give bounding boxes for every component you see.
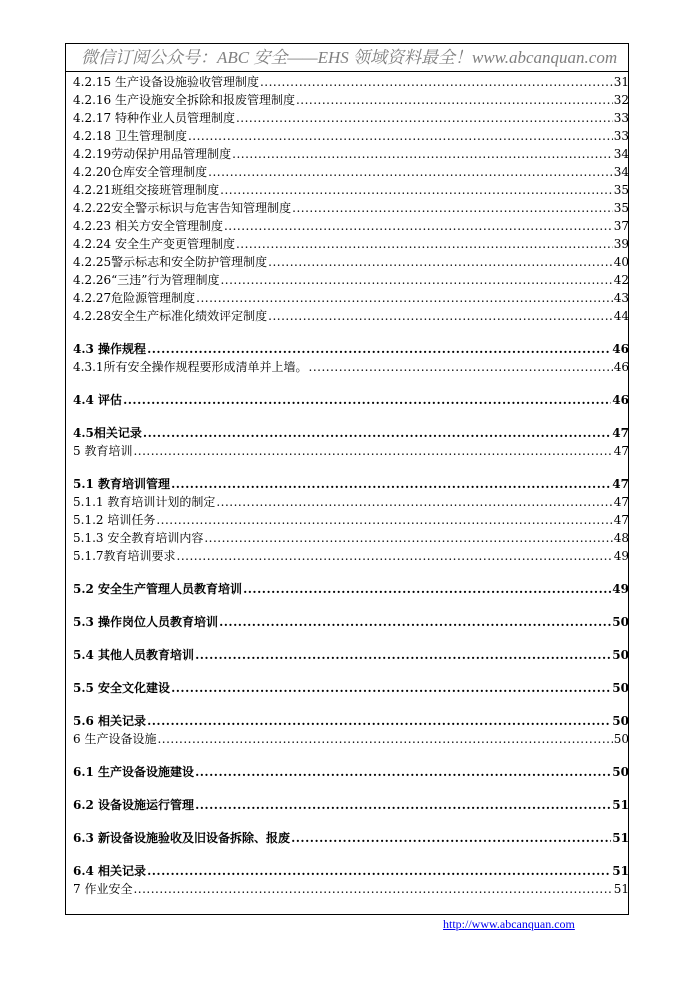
toc-leader (195, 763, 611, 781)
toc-title: 5 教育培训 (73, 444, 133, 458)
toc-leader (268, 307, 613, 325)
toc-title: 4.2.21班组交接班管理制度 (73, 183, 220, 197)
toc-page: 39 (613, 237, 629, 251)
toc-leader (204, 529, 612, 547)
toc-title: 4.2.17 特种作业人员管理制度 (73, 111, 235, 125)
toc-entry[interactable] (73, 145, 629, 163)
toc-entry[interactable] (73, 340, 629, 358)
toc-leader (157, 730, 612, 748)
toc-title: 5.1.2 培训任务 (73, 513, 156, 527)
toc-leader (133, 442, 612, 460)
toc-page: 43 (613, 291, 629, 305)
toc-leader (296, 91, 613, 109)
toc-page: 49 (612, 582, 629, 596)
toc-title: 4.2.16 生产设施安全拆除和报废管理制度 (73, 93, 295, 107)
toc-page: 33 (613, 129, 629, 143)
toc-entry[interactable] (73, 880, 629, 898)
toc-entry[interactable] (73, 163, 629, 181)
toc-title: 4.2.19劳动保护用品管理制度 (73, 147, 232, 161)
toc-entry[interactable] (73, 73, 629, 91)
toc-title: 4.2.28安全生产标准化绩效评定制度 (73, 309, 268, 323)
toc-page: 50 (612, 681, 629, 695)
toc-page: 47 (613, 495, 629, 509)
toc-entry[interactable] (73, 679, 629, 697)
toc-title: 4.2.27危险源管理制度 (73, 291, 196, 305)
toc-page: 37 (613, 219, 629, 233)
page-header: 微信订阅公众号：ABC 安全——EHS 领域资料最全！www.abcanquan.com (66, 44, 628, 72)
toc-leader (232, 145, 613, 163)
toc-leader (220, 271, 612, 289)
toc-entry[interactable] (73, 763, 629, 781)
page-frame (65, 43, 629, 915)
toc-title: 5.3 操作岗位人员教育培训 (73, 615, 219, 629)
toc-leader (123, 391, 611, 409)
toc-entry[interactable] (73, 91, 629, 109)
toc-page: 50 (612, 615, 629, 629)
toc-entry[interactable] (73, 253, 629, 271)
toc-leader (236, 235, 613, 253)
toc-entry[interactable] (73, 547, 629, 565)
toc-page: 40 (613, 255, 629, 269)
toc-leader (195, 796, 611, 814)
toc-entry[interactable] (73, 127, 629, 145)
toc-title: 4.2.25警示标志和安全防护管理制度 (73, 255, 268, 269)
toc-title: 4.2.20仓库安全管理制度 (73, 165, 208, 179)
toc-entry[interactable] (73, 307, 629, 325)
toc-page: 34 (613, 165, 629, 179)
toc-page: 35 (613, 201, 629, 215)
toc-leader (220, 181, 613, 199)
toc-title: 5.1.3 安全教育培训内容 (73, 531, 204, 545)
toc-title: 4.2.18 卫生管理制度 (73, 129, 187, 143)
toc-entry[interactable] (73, 862, 629, 880)
toc-entry[interactable] (73, 199, 629, 217)
toc-page: 34 (613, 147, 629, 161)
toc-title: 7 作业安全 (73, 882, 133, 896)
toc-title: 4.2.26“三违”行为管理制度 (73, 273, 220, 287)
toc-page: 47 (613, 513, 629, 527)
toc-leader (147, 862, 611, 880)
toc-page: 46 (612, 342, 629, 356)
toc-page: 31 (613, 75, 629, 89)
toc-leader (156, 511, 612, 529)
toc-title: 6.3 新设备设施验收及旧设备拆除、报废 (73, 831, 291, 845)
toc-leader (133, 880, 612, 898)
toc-leader (196, 289, 613, 307)
toc-page: 51 (612, 831, 629, 845)
toc-page: 32 (613, 93, 629, 107)
toc-entry[interactable] (73, 442, 629, 460)
toc-leader (243, 580, 611, 598)
toc-title: 5.6 相关记录 (73, 714, 147, 728)
toc-entry[interactable] (73, 580, 629, 598)
toc-leader (291, 829, 611, 847)
toc-page: 47 (612, 426, 629, 440)
toc-title: 4.2.22安全警示标识与危害告知管理制度 (73, 201, 292, 215)
toc-page: 44 (613, 309, 629, 323)
toc-entry[interactable] (73, 289, 629, 307)
toc-title: 4.2.23 相关方安全管理制度 (73, 219, 223, 233)
toc-entry[interactable] (73, 613, 629, 631)
toc-title: 4.2.24 安全生产变更管理制度 (73, 237, 235, 251)
toc-page: 46 (612, 393, 629, 407)
toc-leader (147, 712, 611, 730)
toc-leader (309, 358, 613, 376)
toc-page: 47 (612, 477, 629, 491)
toc-entry[interactable] (73, 730, 629, 748)
toc-entry[interactable] (73, 796, 629, 814)
toc-title: 6 生产设备设施 (73, 732, 157, 746)
toc-title: 4.2.15 生产设备设施验收管理制度 (73, 75, 259, 89)
toc-entry[interactable] (73, 475, 629, 493)
toc-leader (143, 424, 611, 442)
toc-page: 51 (612, 798, 629, 812)
toc-title: 4.5相关记录 (73, 426, 142, 440)
toc-title: 5.4 其他人员教育培训 (73, 648, 195, 662)
toc-title: 5.2 安全生产管理人员教育培训 (73, 582, 243, 596)
toc-title: 5.1.7教育培训要求 (73, 549, 176, 563)
toc-entry[interactable] (73, 529, 629, 547)
toc-page: 50 (612, 765, 629, 779)
toc-page: 49 (613, 549, 629, 563)
toc-page: 46 (613, 360, 629, 374)
toc-entry[interactable] (73, 235, 629, 253)
toc-entry[interactable] (73, 217, 629, 235)
toc-title: 5.5 安全文化建设 (73, 681, 171, 695)
toc-leader (216, 493, 612, 511)
toc-leader (171, 679, 611, 697)
toc-page: 51 (613, 882, 629, 896)
toc-leader (171, 475, 611, 493)
toc-title: 5.1 教育培训管理 (73, 477, 171, 491)
toc-page: 50 (612, 648, 629, 662)
toc-leader (292, 199, 613, 217)
toc-page: 42 (613, 273, 629, 287)
toc-title: 4.3 操作规程 (73, 342, 147, 356)
toc-entry[interactable] (73, 511, 629, 529)
toc-leader (188, 127, 613, 145)
toc-page: 51 (612, 864, 629, 878)
toc-page: 48 (613, 531, 629, 545)
toc-leader (224, 217, 613, 235)
toc-entry[interactable] (73, 712, 629, 730)
toc-entry[interactable] (73, 271, 629, 289)
toc-title: 6.1 生产设备设施建设 (73, 765, 195, 779)
toc-page: 47 (613, 444, 629, 458)
toc-title: 5.1.1 教育培训计划的制定 (73, 495, 216, 509)
toc-entry[interactable] (73, 391, 629, 409)
toc-entry[interactable] (73, 358, 629, 376)
toc-title: 4.4 评估 (73, 393, 123, 407)
toc-leader (260, 73, 613, 91)
toc-leader (268, 253, 613, 271)
toc-page: 50 (612, 714, 629, 728)
toc-leader (219, 613, 611, 631)
toc-leader (147, 340, 611, 358)
toc-page: 33 (613, 111, 629, 125)
toc-leader (195, 646, 611, 664)
toc-page: 50 (613, 732, 629, 746)
toc-entry[interactable] (73, 181, 629, 199)
toc-entry[interactable] (73, 424, 629, 442)
toc-leader (236, 109, 613, 127)
toc-leader (177, 547, 613, 565)
toc-entry[interactable] (73, 109, 629, 127)
toc-page: 35 (613, 183, 629, 197)
toc-entry[interactable] (73, 646, 629, 664)
toc-title: 6.4 相关记录 (73, 864, 147, 878)
toc-title: 4.3.1所有安全操作规程要形成清单并上墙。 (73, 360, 308, 374)
toc-title: 6.2 设备设施运行管理 (73, 798, 195, 812)
footer-website-link[interactable]: http://www.abcanquan.com (443, 917, 575, 931)
toc-leader (208, 163, 613, 181)
toc-entry[interactable] (73, 493, 629, 511)
toc-entry[interactable] (73, 829, 629, 847)
